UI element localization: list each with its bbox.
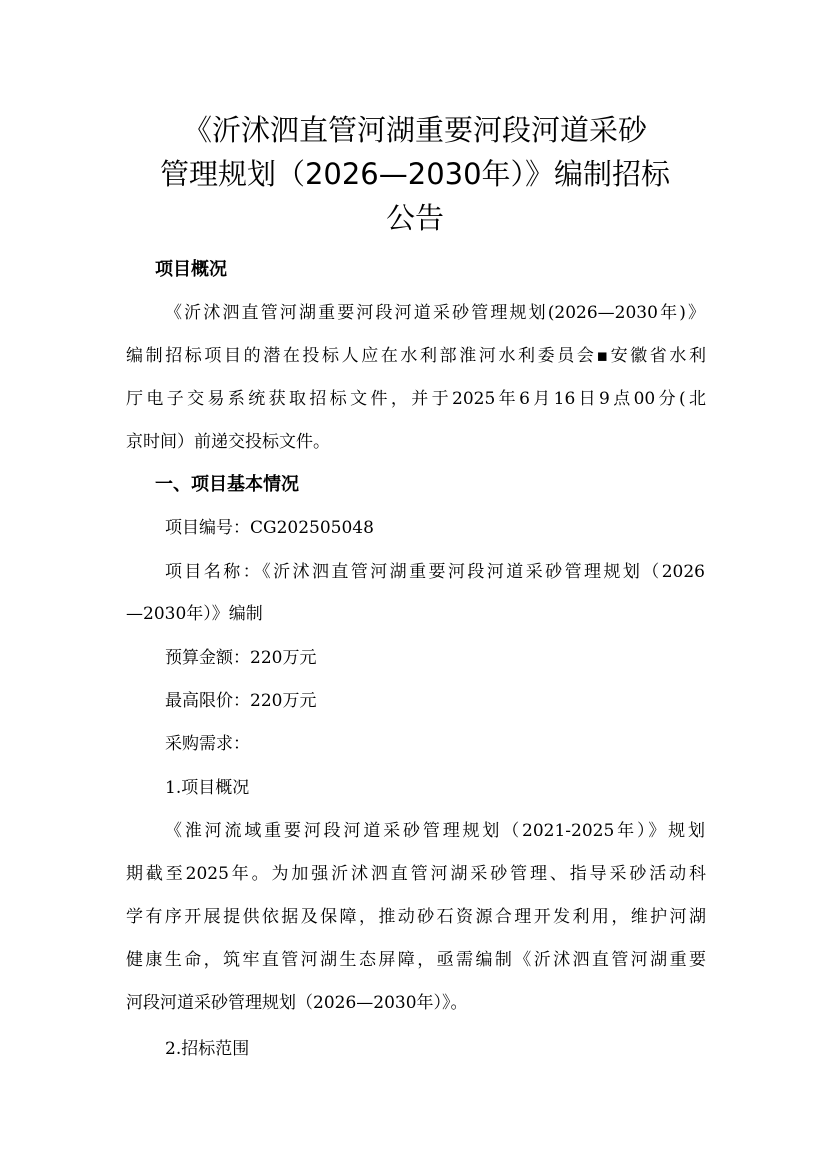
project-name-line-1: 项目名称：《沂沭泗直管河湖重要河段河道采砂管理规划（2026 bbox=[165, 562, 705, 582]
budget-amount: 预算金额：220万元 bbox=[165, 648, 317, 668]
section-2-heading: 2.招标范围 bbox=[165, 1039, 250, 1059]
section-1-paragraph-line: 期截至2025年。为加强沂沭泗直管河湖采砂管理、指导采砂活动科 bbox=[126, 864, 706, 884]
document-title-line-2: 管理规划（2026—2030年）》编制招标 bbox=[159, 157, 671, 191]
overview-paragraph-line: 编制招标项目的潜在投标人应在水利部淮河水利委员会▪安徽省水利 bbox=[126, 346, 706, 366]
procurement-requirement: 采购需求： bbox=[165, 734, 250, 754]
section-1-paragraph-line: 河段河道采砂管理规划（2026—2030年）》。 bbox=[126, 993, 468, 1013]
document-title-line-1: 《沂沭泗直管河湖重要河段河道采砂 bbox=[182, 113, 647, 147]
section-1-paragraph-line: 学有序开展提供依据及保障，推动砂石资源合理开发利用，维护河湖 bbox=[126, 907, 706, 927]
overview-paragraph-line: 《沂沭泗直管河湖重要河段河道采砂管理规划(2026—2030年)》 bbox=[165, 303, 705, 323]
overview-paragraph-line: 京时间）前递交投标文件。 bbox=[126, 432, 330, 452]
document-title-line-3: 公告 bbox=[385, 201, 444, 235]
max-price: 最高限价：220万元 bbox=[165, 691, 317, 711]
section-1-heading: 1.项目概况 bbox=[165, 778, 250, 798]
overview-heading: 项目概况 bbox=[155, 259, 227, 280]
basic-info-heading: 一、项目基本情况 bbox=[155, 474, 299, 495]
project-number: 项目编号：CG202505048 bbox=[165, 518, 374, 538]
section-1-paragraph-line: 《淮河流域重要河段河道采砂管理规划（2021-2025年）》规划 bbox=[165, 821, 705, 841]
project-name-line-2: —2030年）》编制 bbox=[126, 604, 263, 624]
section-1-paragraph-line: 健康生命，筑牢直管河湖生态屏障，亟需编制《沂沭泗直管河湖重要 bbox=[126, 950, 706, 970]
overview-paragraph-line: 厅电子交易系统获取招标文件，并于2025年6月16日9点00分(北 bbox=[126, 389, 706, 409]
